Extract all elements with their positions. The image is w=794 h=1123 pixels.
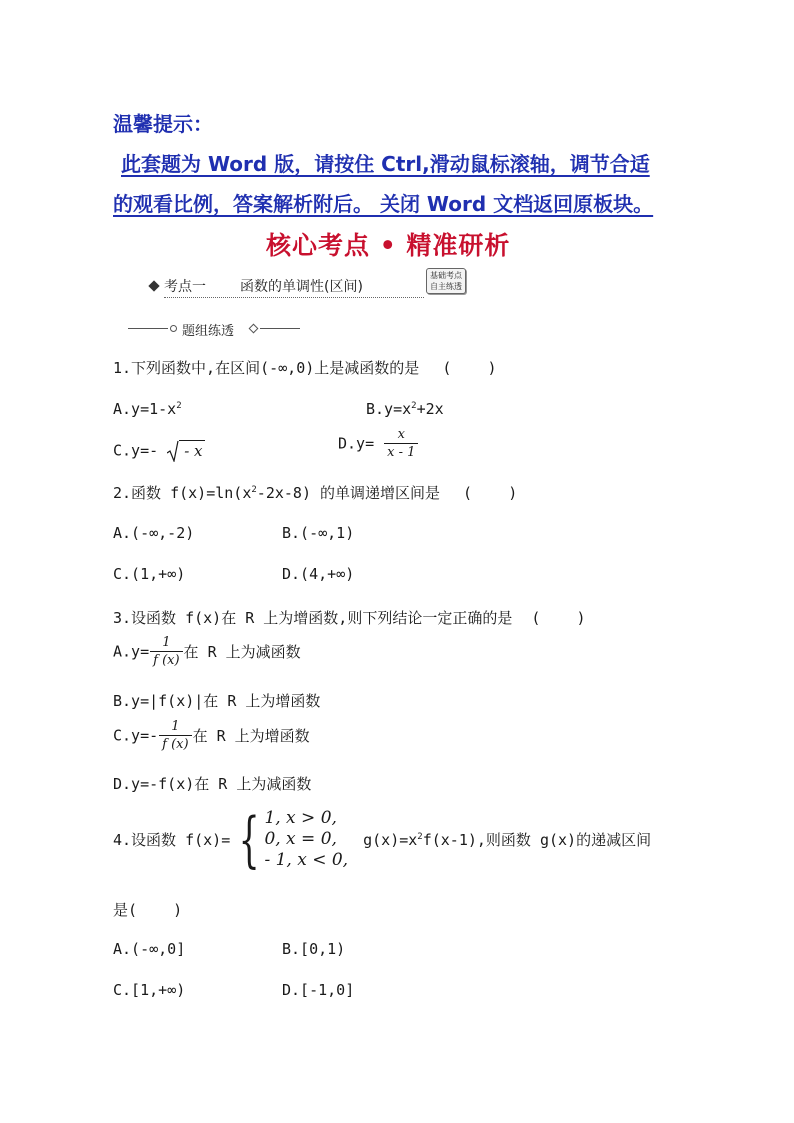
q1-answer-paren: ( ) [442, 359, 497, 377]
q2-stem [113, 482, 517, 503]
q3-option-d: D.y=-f(x)在 R 上为减函数 [113, 775, 312, 793]
q1-option-a-sup: 2 [176, 401, 182, 411]
q1-option-a-text: A.y=1-x [113, 400, 177, 418]
q4-stem [113, 804, 652, 875]
q1-option-a [113, 400, 182, 418]
notice-line-1: 此套题为 Word 版，请按住 Ctrl,滑动鼠标滚轴，调节合适 [121, 152, 650, 176]
q3-option-a-post: 在 R 上为减函数 [183, 643, 301, 661]
section-title: 函数的单调性(区间) [240, 279, 363, 295]
q1-option-d-pre: D.y= [338, 434, 375, 453]
badge-line-1: 基础考点 [430, 271, 462, 280]
q1-option-d-numerator: x [397, 427, 405, 442]
q2-option-a: A.(-∞,-2) [113, 524, 195, 542]
q4-piecewise [230, 804, 349, 875]
q1-option-d-denominator: x - 1 [384, 443, 418, 459]
q2-option-c: C.(1,+∞) [113, 565, 186, 583]
q1-stem [113, 357, 497, 378]
notice-title: 温馨提示： [113, 112, 213, 136]
q4-option-c: C.[1,+∞) [113, 981, 186, 999]
q3-option-a-denominator: f (x) [150, 651, 182, 667]
section-header [150, 276, 430, 300]
q1-option-d [338, 428, 419, 459]
q4-stem-rest [363, 831, 651, 849]
q4-stem-pre: 4.设函数 f(x)= [113, 831, 231, 849]
q4-option-b: B.[0,1) [282, 940, 346, 958]
q2-stem-sup: 2 [251, 485, 257, 495]
page-heading: 核心考点 • 精准研析 [266, 231, 511, 260]
q1-option-c-radicand: - x [179, 440, 205, 460]
q4-cases [264, 808, 348, 871]
q4-stem-post: f(x-1),则函数 g(x)的递减区间 [422, 831, 652, 849]
q1-option-c [113, 440, 205, 462]
diamond-bullet-icon [148, 280, 159, 291]
q4-case-1: 1, x > 0, [264, 808, 337, 828]
section-underline [164, 297, 424, 298]
divider-right [260, 328, 300, 329]
q4-option-d: D.[-1,0] [282, 981, 355, 999]
divider-left [128, 328, 168, 329]
q3-option-c-numerator: 1 [171, 719, 180, 734]
q1-option-b [366, 400, 444, 418]
q3-option-c-post: 在 R 上为增函数 [192, 727, 310, 745]
q3-option-b: B.y=|f(x)|在 R 上为增函数 [113, 692, 321, 710]
subsection-header [128, 320, 300, 339]
q3-option-a-pre: A.y= [113, 642, 150, 661]
q2-option-d: D.(4,+∞) [282, 565, 355, 583]
q3-option-c-denominator: f (x) [159, 735, 191, 751]
q1-option-c-sqrt [167, 440, 205, 462]
q4-stem-mid-pre: g(x)=x [363, 831, 418, 849]
q1-option-c-pre: C.y=- [113, 441, 159, 460]
q3-stem-text: 3.设函数 f(x)在 R 上为增函数,则下列结论一定正确的是 [113, 609, 513, 627]
diamond-small-icon [249, 324, 259, 334]
q1-option-b-post: +2x [416, 400, 444, 418]
q4-option-a: A.(-∞,0] [113, 940, 186, 958]
q3-answer-paren: ( ) [531, 609, 586, 627]
q3-option-a-fraction [150, 636, 182, 667]
section-label: 考点一 [164, 279, 206, 295]
q2-stem-post: -2x-8) 的单调递增区间是 [256, 484, 441, 502]
badge-line-2: 自主练透 [430, 282, 462, 291]
q1-option-d-fraction [384, 428, 418, 459]
q4-case-3: - 1, x < 0, [264, 850, 349, 870]
q3-option-c-pre: C.y=- [113, 726, 159, 745]
q3-option-c-fraction [159, 720, 191, 751]
subsection-title: 题组练透 [182, 324, 235, 339]
q2-answer-paren: ( ) [463, 484, 518, 502]
circle-bullet-icon [170, 325, 177, 332]
q3-option-a-numerator: 1 [162, 635, 171, 650]
q3-option-a [113, 636, 301, 667]
radical-sign-icon [167, 440, 179, 462]
q1-stem-text: 1.下列函数中,在区间(-∞,0)上是减函数的是 [113, 359, 420, 377]
q4-stem-mid-sup: 2 [417, 832, 423, 842]
q2-option-b: B.(-∞,1) [282, 524, 355, 542]
q3-option-c [113, 720, 310, 751]
notice-line-2: 的观看比例，答案解析附后。 关闭 Word 文档返回原板块。 [113, 192, 654, 216]
q1-option-b-sup: 2 [411, 401, 417, 411]
q2-stem-pre: 2.函数 f(x)=ln(x [113, 484, 252, 502]
q3-stem [113, 607, 586, 628]
q4-case-2: 0, x = 0, [264, 829, 337, 849]
section-badge [426, 268, 466, 294]
q1-option-b-pre: B.y=x [366, 400, 412, 418]
left-brace-icon: { [238, 804, 260, 875]
q4-stem-line2: 是( ) [113, 901, 183, 919]
